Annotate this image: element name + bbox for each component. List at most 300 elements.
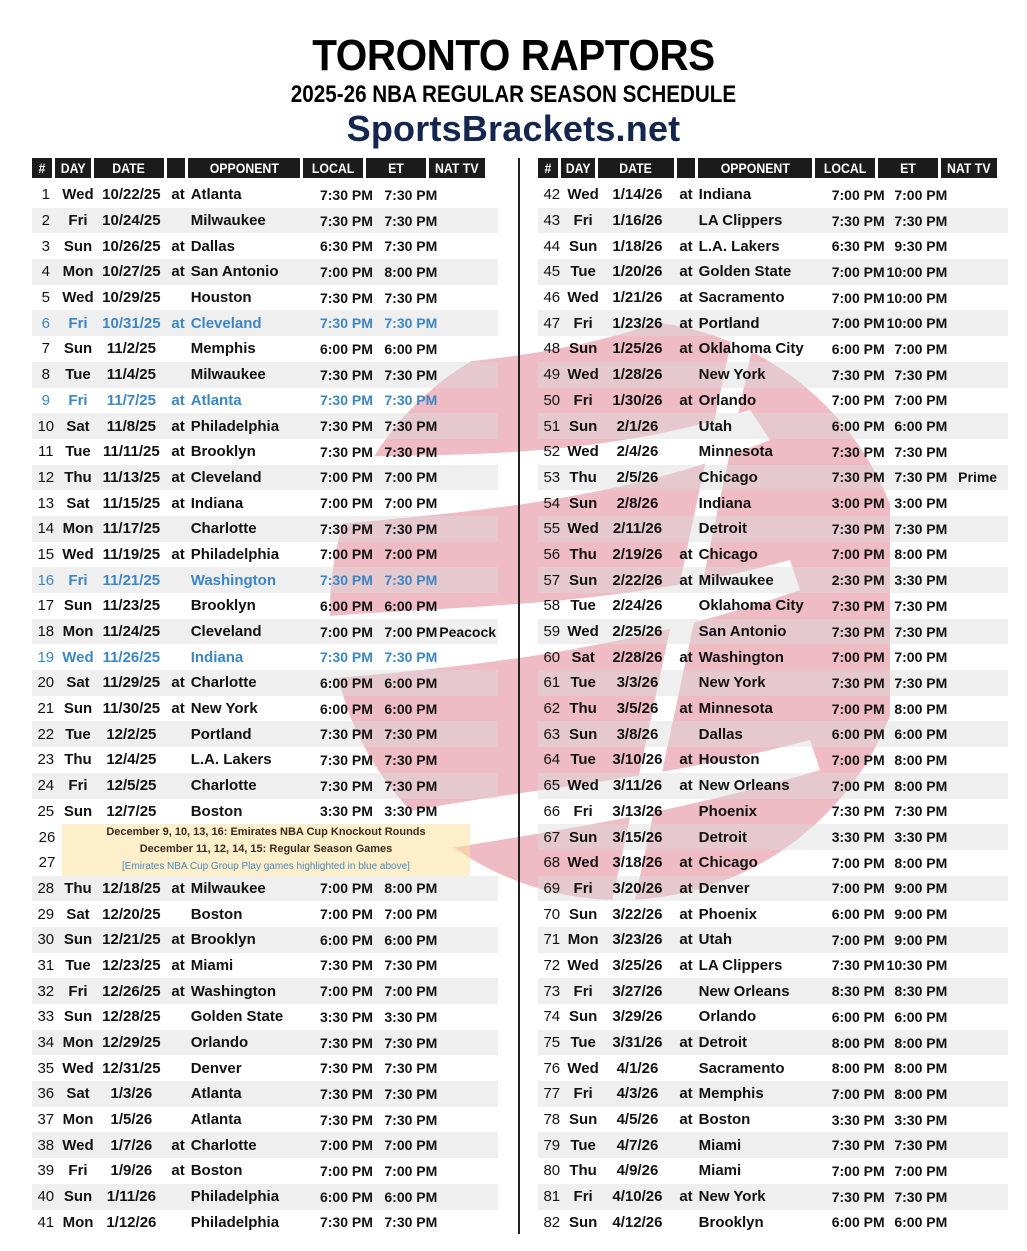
table-row bbox=[538, 490, 1008, 516]
game-date: 3/13/26 bbox=[612, 802, 663, 820]
local-time: 8:00 PM bbox=[831, 1060, 885, 1077]
table-row bbox=[538, 619, 1008, 645]
game-day: Sun bbox=[63, 1008, 93, 1026]
table-row bbox=[538, 901, 1008, 927]
table-row bbox=[538, 1030, 1008, 1056]
table-row bbox=[538, 593, 1008, 619]
local-time: 6:00 PM bbox=[831, 340, 885, 357]
game-day: Mon bbox=[62, 520, 94, 538]
game-date: 11/8/25 bbox=[106, 417, 156, 435]
local-time: 7:30 PM bbox=[831, 366, 885, 383]
schedule-table-left bbox=[32, 158, 498, 1235]
opponent-name: Boston bbox=[190, 1162, 243, 1180]
local-time: 7:30 PM bbox=[319, 366, 373, 383]
game-day: Thu bbox=[569, 545, 597, 563]
et-time: 7:30 PM bbox=[894, 623, 948, 640]
et-time: 3:30 PM bbox=[894, 1111, 948, 1128]
game-day: Fri bbox=[573, 212, 593, 230]
et-time: 7:30 PM bbox=[384, 315, 438, 332]
table-row bbox=[32, 901, 498, 927]
local-time: 7:30 PM bbox=[831, 957, 885, 974]
row-number: 27 bbox=[38, 854, 56, 872]
opponent-name: Philadelphia bbox=[190, 1188, 280, 1206]
game-day: Wed bbox=[62, 1059, 94, 1077]
local-time: 7:00 PM bbox=[831, 289, 885, 306]
opponent-name: Phoenix bbox=[698, 905, 758, 923]
local-time: 7:00 PM bbox=[319, 1137, 373, 1154]
opponent-name: Miami bbox=[190, 956, 234, 974]
game-date: 11/29/25 bbox=[102, 674, 161, 692]
game-number: 33 bbox=[37, 1008, 55, 1026]
game-day: Fri bbox=[68, 982, 88, 1000]
game-date: 11/17/25 bbox=[102, 520, 161, 538]
et-time: 7:30 PM bbox=[384, 957, 438, 974]
game-number: 55 bbox=[543, 520, 561, 538]
game-number: 63 bbox=[543, 725, 561, 743]
game-date: 12/4/25 bbox=[106, 751, 157, 769]
game-number: 80 bbox=[543, 1162, 561, 1180]
col-header-nat-tv: NAT TV bbox=[429, 158, 485, 178]
game-day: Thu bbox=[64, 879, 92, 897]
et-time: 7:30 PM bbox=[894, 520, 948, 537]
game-day: Sat bbox=[571, 648, 595, 666]
page-header bbox=[0, 30, 1027, 150]
game-date: 3/15/26 bbox=[612, 828, 663, 846]
away-indicator: at bbox=[679, 237, 693, 255]
opponent-name: Milwaukee bbox=[190, 879, 266, 897]
local-time: 7:00 PM bbox=[831, 649, 885, 666]
game-day: Sun bbox=[63, 237, 93, 255]
game-date: 11/30/25 bbox=[102, 700, 161, 718]
game-day: Tue bbox=[65, 366, 91, 384]
table-row bbox=[538, 439, 1008, 465]
local-time: 6:00 PM bbox=[319, 340, 373, 357]
col-header-et: ET bbox=[366, 158, 426, 178]
game-day: Sun bbox=[568, 417, 598, 435]
game-date: 2/25/26 bbox=[612, 623, 663, 641]
game-date: 3/18/26 bbox=[612, 854, 663, 872]
et-time: 8:00 PM bbox=[894, 1034, 948, 1051]
page-subtitle: 2025-26 NBA REGULAR SEASON SCHEDULE bbox=[290, 81, 737, 108]
opponent-name: Charlotte bbox=[190, 674, 257, 692]
away-indicator: at bbox=[679, 854, 693, 872]
game-number: 23 bbox=[37, 751, 55, 769]
game-day: Sun bbox=[568, 494, 598, 512]
et-time: 6:00 PM bbox=[894, 418, 948, 435]
game-day: Sun bbox=[63, 1188, 93, 1206]
table-row bbox=[538, 670, 1008, 696]
et-time: 7:30 PM bbox=[384, 1214, 438, 1231]
opponent-name: Indiana bbox=[698, 494, 752, 512]
opponent-name: Indiana bbox=[190, 494, 244, 512]
game-date: 1/11/26 bbox=[106, 1188, 156, 1206]
table-row bbox=[538, 696, 1008, 722]
table-row bbox=[538, 1055, 1008, 1081]
game-number: 9 bbox=[41, 391, 50, 409]
et-time: 9:30 PM bbox=[894, 238, 948, 255]
col-header-local: LOCAL bbox=[815, 158, 875, 178]
game-day: Mon bbox=[567, 931, 599, 949]
game-date: 3/31/26 bbox=[612, 1034, 663, 1052]
opponent-name: Oklahoma City bbox=[698, 597, 804, 615]
game-day: Wed bbox=[62, 545, 94, 563]
opponent-name: Philadelphia bbox=[190, 545, 280, 563]
game-number: 44 bbox=[543, 237, 561, 255]
local-time: 7:30 PM bbox=[831, 443, 885, 460]
table-row bbox=[32, 233, 498, 259]
game-number: 37 bbox=[37, 1111, 55, 1129]
game-day: Wed bbox=[567, 623, 599, 641]
game-date: 11/15/25 bbox=[102, 494, 161, 512]
game-date: 2/4/26 bbox=[616, 443, 659, 461]
opponent-name: Philadelphia bbox=[190, 417, 280, 435]
opponent-name: Cleveland bbox=[190, 468, 262, 486]
game-date: 12/7/25 bbox=[106, 802, 157, 820]
opponent-name: Brooklyn bbox=[698, 1213, 764, 1231]
game-date: 12/28/25 bbox=[102, 1008, 161, 1026]
game-day: Sun bbox=[568, 905, 598, 923]
col-header-et: ET bbox=[878, 158, 938, 178]
et-time: 6:00 PM bbox=[384, 597, 438, 614]
opponent-name: Philadelphia bbox=[190, 1213, 280, 1231]
table-row bbox=[538, 1004, 1008, 1030]
game-day: Sun bbox=[63, 700, 93, 718]
game-day: Tue bbox=[570, 263, 596, 281]
game-day: Thu bbox=[569, 1162, 597, 1180]
et-time: 7:30 PM bbox=[384, 443, 438, 460]
local-time: 7:00 PM bbox=[319, 983, 373, 1000]
et-time: 7:30 PM bbox=[894, 597, 948, 614]
game-date: 3/23/26 bbox=[612, 931, 663, 949]
table-row bbox=[538, 644, 1008, 670]
game-number: 78 bbox=[543, 1111, 561, 1129]
game-date: 10/22/25 bbox=[102, 186, 161, 204]
local-time: 7:00 PM bbox=[319, 263, 373, 280]
et-time: 6:00 PM bbox=[384, 931, 438, 948]
local-time: 6:00 PM bbox=[831, 1008, 885, 1025]
away-indicator: at bbox=[171, 700, 185, 718]
game-number: 58 bbox=[543, 597, 561, 615]
brand-link[interactable]: SportsBrackets.net bbox=[346, 108, 681, 149]
local-time: 7:30 PM bbox=[319, 572, 373, 589]
opponent-name: Boston bbox=[698, 1111, 751, 1129]
game-date: 3/20/26 bbox=[612, 879, 663, 897]
col-header-local: LOCAL bbox=[303, 158, 363, 178]
table-header bbox=[538, 158, 1008, 178]
game-day: Thu bbox=[64, 468, 92, 486]
away-indicator: at bbox=[171, 879, 185, 897]
game-number: 71 bbox=[543, 931, 561, 949]
game-date: 10/24/25 bbox=[102, 212, 161, 230]
game-number: 57 bbox=[543, 571, 561, 589]
et-time: 7:30 PM bbox=[384, 726, 438, 743]
et-time: 6:00 PM bbox=[894, 1214, 948, 1231]
table-row bbox=[32, 1004, 498, 1030]
local-time: 7:30 PM bbox=[319, 289, 373, 306]
local-time: 6:00 PM bbox=[319, 674, 373, 691]
et-time: 7:30 PM bbox=[384, 520, 438, 537]
et-time: 3:00 PM bbox=[894, 495, 948, 512]
local-time: 6:00 PM bbox=[319, 1188, 373, 1205]
opponent-name: San Antonio bbox=[190, 263, 279, 281]
game-day: Sun bbox=[568, 828, 598, 846]
et-time: 7:30 PM bbox=[384, 1034, 438, 1051]
et-time: 8:00 PM bbox=[894, 751, 948, 768]
game-day: Fri bbox=[68, 1162, 88, 1180]
local-time: 7:30 PM bbox=[319, 392, 373, 409]
local-time: 7:30 PM bbox=[319, 1111, 373, 1128]
local-time: 7:30 PM bbox=[319, 418, 373, 435]
game-number: 76 bbox=[543, 1059, 561, 1077]
game-number: 65 bbox=[543, 777, 561, 795]
et-time: 8:00 PM bbox=[384, 880, 438, 897]
game-number: 4 bbox=[41, 263, 50, 281]
game-day: Sat bbox=[66, 674, 90, 692]
away-indicator: at bbox=[171, 263, 185, 281]
et-time: 7:30 PM bbox=[384, 777, 438, 794]
away-indicator: at bbox=[679, 263, 693, 281]
game-date: 2/11/26 bbox=[612, 520, 663, 538]
local-time: 7:30 PM bbox=[319, 751, 373, 768]
note-group-play-legend: [Emirates NBA Cup Group Play games highlighted in blue above] bbox=[122, 861, 410, 873]
table-row bbox=[32, 208, 498, 234]
away-indicator: at bbox=[679, 186, 693, 204]
game-number: 60 bbox=[543, 648, 561, 666]
game-number: 10 bbox=[37, 417, 55, 435]
away-indicator: at bbox=[171, 494, 185, 512]
opponent-name: Miami bbox=[698, 1162, 742, 1180]
et-time: 7:30 PM bbox=[894, 443, 948, 460]
et-time: 7:00 PM bbox=[894, 649, 948, 666]
game-date: 2/22/26 bbox=[612, 571, 663, 589]
game-date: 1/30/26 bbox=[612, 391, 663, 409]
game-number: 7 bbox=[41, 340, 50, 358]
local-time: 6:00 PM bbox=[831, 906, 885, 923]
game-date: 1/5/26 bbox=[110, 1111, 153, 1129]
game-number: 14 bbox=[37, 520, 55, 538]
table-row bbox=[32, 567, 498, 593]
et-time: 10:00 PM bbox=[886, 315, 948, 332]
et-time: 9:00 PM bbox=[894, 931, 948, 948]
away-indicator: at bbox=[171, 931, 185, 949]
opponent-name: Cleveland bbox=[190, 623, 262, 641]
game-day: Sun bbox=[63, 597, 93, 615]
game-number: 47 bbox=[543, 314, 561, 332]
table-row bbox=[32, 1107, 498, 1133]
game-date: 1/9/26 bbox=[110, 1162, 153, 1180]
game-date: 11/13/25 bbox=[102, 468, 161, 486]
game-number: 79 bbox=[543, 1136, 561, 1154]
local-time: 6:00 PM bbox=[319, 931, 373, 948]
table-row bbox=[32, 413, 498, 439]
table-row bbox=[32, 619, 498, 645]
game-date: 12/29/25 bbox=[102, 1034, 161, 1052]
table-row bbox=[32, 876, 498, 902]
game-number: 30 bbox=[37, 931, 55, 949]
table-body bbox=[32, 182, 498, 824]
local-time: 7:00 PM bbox=[831, 1162, 885, 1179]
local-time: 7:00 PM bbox=[831, 700, 885, 717]
game-number: 38 bbox=[37, 1136, 55, 1154]
game-number: 31 bbox=[37, 956, 55, 974]
game-number: 74 bbox=[543, 1008, 561, 1026]
game-number: 54 bbox=[543, 494, 561, 512]
local-time: 7:30 PM bbox=[319, 1034, 373, 1051]
local-time: 6:00 PM bbox=[319, 700, 373, 717]
table-row bbox=[538, 850, 1008, 876]
table-row bbox=[32, 1184, 498, 1210]
table-row bbox=[32, 644, 498, 670]
opponent-name: Boston bbox=[190, 802, 243, 820]
game-number: 40 bbox=[37, 1188, 55, 1206]
opponent-name: New York bbox=[698, 1188, 766, 1206]
game-number: 41 bbox=[37, 1213, 55, 1231]
opponent-name: Milwaukee bbox=[190, 366, 266, 384]
table-row bbox=[32, 1030, 498, 1056]
opponent-name: Utah bbox=[698, 931, 733, 949]
table-row bbox=[538, 1158, 1008, 1184]
et-time: 6:00 PM bbox=[384, 340, 438, 357]
game-day: Sun bbox=[568, 725, 598, 743]
et-time: 7:00 PM bbox=[384, 495, 438, 512]
opponent-name: Brooklyn bbox=[190, 931, 256, 949]
table-row bbox=[32, 721, 498, 747]
away-indicator: at bbox=[679, 751, 693, 769]
et-time: 3:30 PM bbox=[384, 1008, 438, 1025]
game-day: Tue bbox=[65, 443, 91, 461]
local-time: 8:00 PM bbox=[831, 1034, 885, 1051]
game-day: Mon bbox=[62, 1111, 94, 1129]
game-number: 46 bbox=[543, 289, 561, 307]
local-time: 7:30 PM bbox=[319, 1214, 373, 1231]
local-time: 7:30 PM bbox=[319, 186, 373, 203]
game-day: Fri bbox=[573, 879, 593, 897]
game-number: 61 bbox=[543, 674, 561, 692]
table-row bbox=[32, 362, 498, 388]
table-row bbox=[32, 799, 498, 825]
local-time: 6:30 PM bbox=[831, 238, 885, 255]
table-row bbox=[538, 978, 1008, 1004]
opponent-name: Sacramento bbox=[698, 289, 785, 307]
opponent-name: Portland bbox=[190, 725, 252, 743]
col-header-date: DATE bbox=[598, 158, 674, 178]
opponent-name: Dallas bbox=[190, 237, 235, 255]
game-number: 32 bbox=[37, 982, 55, 1000]
table-body bbox=[32, 876, 498, 1236]
game-date: 1/12/26 bbox=[106, 1213, 157, 1231]
opponent-name: Memphis bbox=[698, 1085, 764, 1103]
game-date: 11/24/25 bbox=[102, 623, 161, 641]
table-row bbox=[32, 953, 498, 979]
et-time: 6:00 PM bbox=[384, 674, 438, 691]
table-row bbox=[538, 259, 1008, 285]
opponent-name: Washington bbox=[698, 648, 784, 666]
local-time: 7:30 PM bbox=[831, 469, 885, 486]
game-date: 12/5/25 bbox=[106, 777, 157, 795]
et-time: 10:00 PM bbox=[886, 289, 948, 306]
et-time: 7:00 PM bbox=[894, 186, 948, 203]
et-time: 7:00 PM bbox=[384, 546, 438, 563]
game-number: 73 bbox=[543, 982, 561, 1000]
local-time: 7:30 PM bbox=[319, 1085, 373, 1102]
game-date: 1/14/26 bbox=[612, 186, 663, 204]
game-number: 28 bbox=[37, 879, 55, 897]
game-date: 11/21/25 bbox=[102, 571, 161, 589]
table-row bbox=[32, 542, 498, 568]
game-date: 1/28/26 bbox=[612, 366, 663, 384]
away-indicator: at bbox=[679, 1034, 693, 1052]
local-time: 7:00 PM bbox=[831, 392, 885, 409]
local-time: 7:30 PM bbox=[831, 597, 885, 614]
opponent-name: Washington bbox=[190, 982, 276, 1000]
opponent-name: San Antonio bbox=[698, 623, 787, 641]
opponent-name: Detroit bbox=[698, 1034, 748, 1052]
game-day: Thu bbox=[569, 700, 597, 718]
col-header-number: # bbox=[32, 158, 52, 178]
away-indicator: at bbox=[171, 186, 185, 204]
away-indicator: at bbox=[679, 1188, 693, 1206]
game-day: Wed bbox=[567, 366, 599, 384]
game-date: 11/11/25 bbox=[102, 443, 160, 461]
game-day: Tue bbox=[570, 751, 596, 769]
opponent-name: New York bbox=[698, 366, 766, 384]
table-row bbox=[32, 516, 498, 542]
table-row bbox=[538, 799, 1008, 825]
game-number: 50 bbox=[543, 391, 561, 409]
opponent-name: Brooklyn bbox=[190, 443, 256, 461]
opponent-name: New Orleans bbox=[698, 982, 790, 1000]
game-date: 10/29/25 bbox=[102, 289, 161, 307]
et-time: 8:00 PM bbox=[894, 777, 948, 794]
table-row bbox=[538, 1132, 1008, 1158]
table-row bbox=[538, 208, 1008, 234]
game-date: 3/25/26 bbox=[612, 956, 663, 974]
game-number: 35 bbox=[37, 1059, 55, 1077]
away-indicator: at bbox=[171, 468, 185, 486]
local-time: 7:30 PM bbox=[831, 1137, 885, 1154]
opponent-name: New York bbox=[190, 700, 258, 718]
table-row bbox=[32, 747, 498, 773]
opponent-name: Detroit bbox=[698, 520, 748, 538]
et-time: 6:00 PM bbox=[894, 726, 948, 743]
game-day: Thu bbox=[64, 751, 92, 769]
game-day: Wed bbox=[567, 289, 599, 307]
table-row bbox=[32, 696, 498, 722]
game-number: 8 bbox=[41, 366, 50, 384]
game-number: 53 bbox=[543, 468, 561, 486]
game-day: Fri bbox=[573, 391, 593, 409]
game-date: 10/31/25 bbox=[102, 314, 161, 332]
et-time: 7:30 PM bbox=[384, 1060, 438, 1077]
game-day: Wed bbox=[567, 956, 599, 974]
away-indicator: at bbox=[171, 391, 185, 409]
table-row bbox=[538, 182, 1008, 208]
game-number: 48 bbox=[543, 340, 561, 358]
opponent-name: Washington bbox=[190, 571, 276, 589]
et-time: 7:00 PM bbox=[894, 392, 948, 409]
game-number: 81 bbox=[543, 1188, 561, 1206]
game-day: Tue bbox=[570, 1034, 596, 1052]
et-time: 7:30 PM bbox=[384, 751, 438, 768]
table-row bbox=[538, 927, 1008, 953]
game-number: 25 bbox=[37, 802, 55, 820]
away-indicator: at bbox=[679, 571, 693, 589]
et-time: 7:00 PM bbox=[384, 1162, 438, 1179]
local-time: 3:00 PM bbox=[831, 495, 885, 512]
game-number: 15 bbox=[37, 545, 55, 563]
away-indicator: at bbox=[679, 1085, 693, 1103]
game-date: 12/20/25 bbox=[102, 905, 161, 923]
